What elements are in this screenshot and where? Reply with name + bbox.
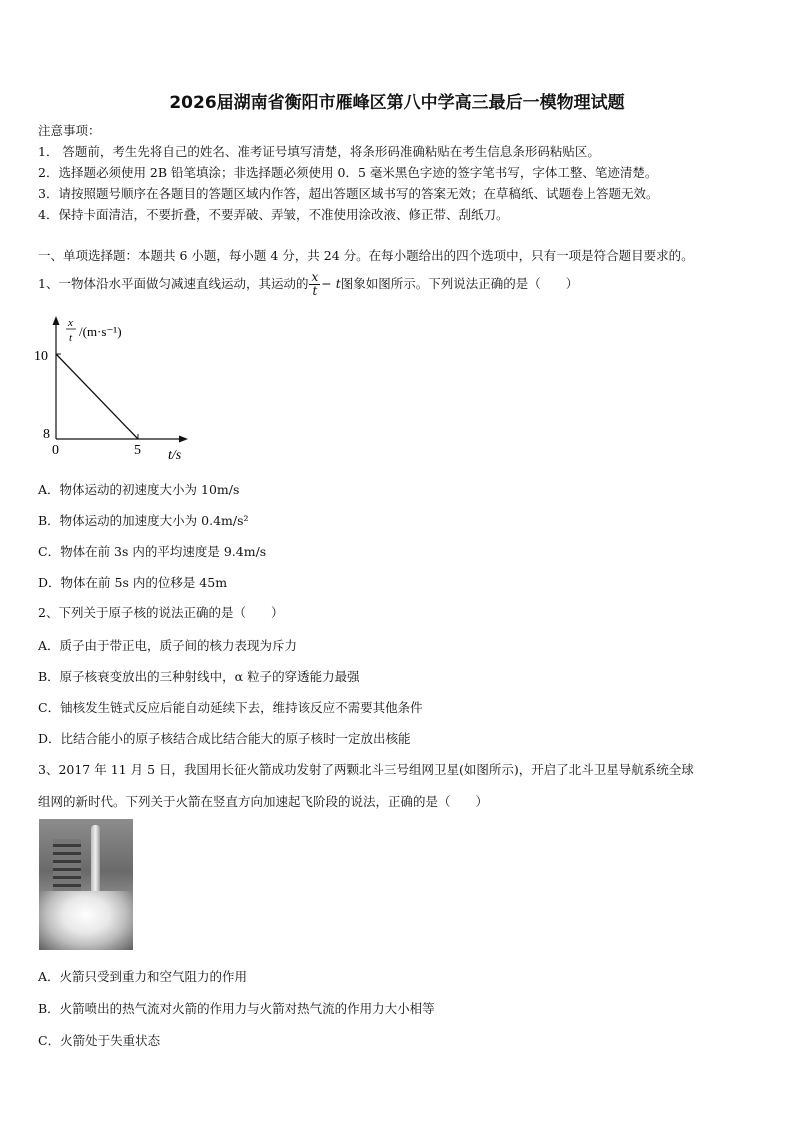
- q2-option-b: B．原子核衰变放出的三种射线中，α 粒子的穿透能力最强: [38, 669, 360, 684]
- q1-stem-before: 1、一物体沿水平面做匀减速直线运动，其运动的: [38, 276, 309, 291]
- q1-frac-den: t: [312, 284, 318, 298]
- notice-item-1: 1． 答题前，考生先将自己的姓名、准考证号填写清楚，将条形码准确粘贴在考生信息条形码粘贴区。: [38, 144, 600, 159]
- x-axis-arrow: [179, 436, 188, 443]
- question-3-stem-line1: 3、2017 年 11 月 5 日，我国用长征火箭成功发射了两颗北斗三号组网卫星(如图所示)，开启了北斗卫星导航系统全球: [38, 762, 694, 777]
- rocket-launch-photo: [39, 819, 133, 950]
- q1-frac-num: x: [311, 270, 319, 284]
- q1-stem-after: 图象如图所示。下列说法正确的是（ ）: [340, 276, 579, 291]
- q1-stem-mid: − t: [321, 276, 341, 291]
- page-title: 2026届湖南省衡阳市雁峰区第八中学高三最后一模物理试题: [169, 93, 625, 113]
- section-heading: 一、单项选择题：本题共 6 小题，每小题 4 分，共 24 分。在每小题给出的四个选项中，只有一项是符合题目要求的。: [38, 248, 694, 263]
- q1-option-a: A．物体运动的初速度大小为 10m/s: [38, 482, 240, 497]
- x-tick-label-0: 0: [52, 443, 59, 458]
- q3-option-a: A．火箭只受到重力和空气阻力的作用: [38, 969, 248, 984]
- y-axis-arrow: [53, 316, 60, 325]
- question-2-stem: 2、下列关于原子核的说法正确的是（ ）: [38, 605, 284, 620]
- q1-option-b: B．物体运动的加速度大小为 0.4m/s²: [38, 513, 249, 528]
- q1-fraction: [309, 271, 320, 298]
- y-tick-label-10: 10: [34, 349, 48, 364]
- notice-item-2: 2．选择题必须使用 2B 铅笔填涂；非选择题必须使用 0．5 毫米黑色字迹的签字笔书写，字体工整、笔迹清楚。: [38, 165, 658, 180]
- notice-heading: 注意事项：: [38, 123, 101, 138]
- question-3-stem-line2: 组网的新时代。下列关于火箭在竖直方向加速起飞阶段的说法，正确的是（ ）: [38, 794, 489, 809]
- y-label-unit: /(m·s⁻¹): [79, 324, 122, 339]
- q3-option-b: B．火箭喷出的热气流对火箭的作用力与火箭对热气流的作用力大小相等: [38, 1001, 435, 1016]
- y-label-den: t: [69, 332, 73, 344]
- rocket: [91, 825, 100, 895]
- q2-option-d: D．比结合能小的原子核结合成比结合能大的原子核时一定放出核能: [38, 731, 411, 746]
- x-label: t/s: [168, 448, 182, 462]
- q3-option-c: C．火箭处于失重状态: [38, 1033, 161, 1048]
- q1-graph: [30, 312, 200, 462]
- notice-item-3: 3．请按照题号顺序在各题目的答题区域内作答，超出答题区域书写的答案无效；在草稿纸、试题卷上答题无效。: [38, 186, 659, 201]
- y-label-num: x: [68, 317, 73, 329]
- q1-option-c: C．物体在前 3s 内的平均速度是 9.4m/s: [38, 544, 267, 559]
- launch-smoke: [39, 891, 133, 950]
- y-tick-label-8: 8: [43, 427, 50, 442]
- q2-option-c: C．铀核发生链式反应后能自动延续下去，维持该反应不需要其他条件: [38, 700, 423, 715]
- notice-item-4: 4．保持卡面清洁，不要折叠，不要弄破、弄皱，不准使用涂改液、修正带、刮纸刀。: [38, 207, 509, 222]
- question-1-stem: [38, 270, 578, 298]
- q2-option-a: A．质子由于带正电，质子间的核力表现为斥力: [38, 638, 298, 653]
- x-tick-label-5: 5: [134, 443, 141, 458]
- q1-option-d: D．物体在前 5s 内的位移是 45m: [38, 575, 228, 590]
- graph-line: [56, 354, 138, 439]
